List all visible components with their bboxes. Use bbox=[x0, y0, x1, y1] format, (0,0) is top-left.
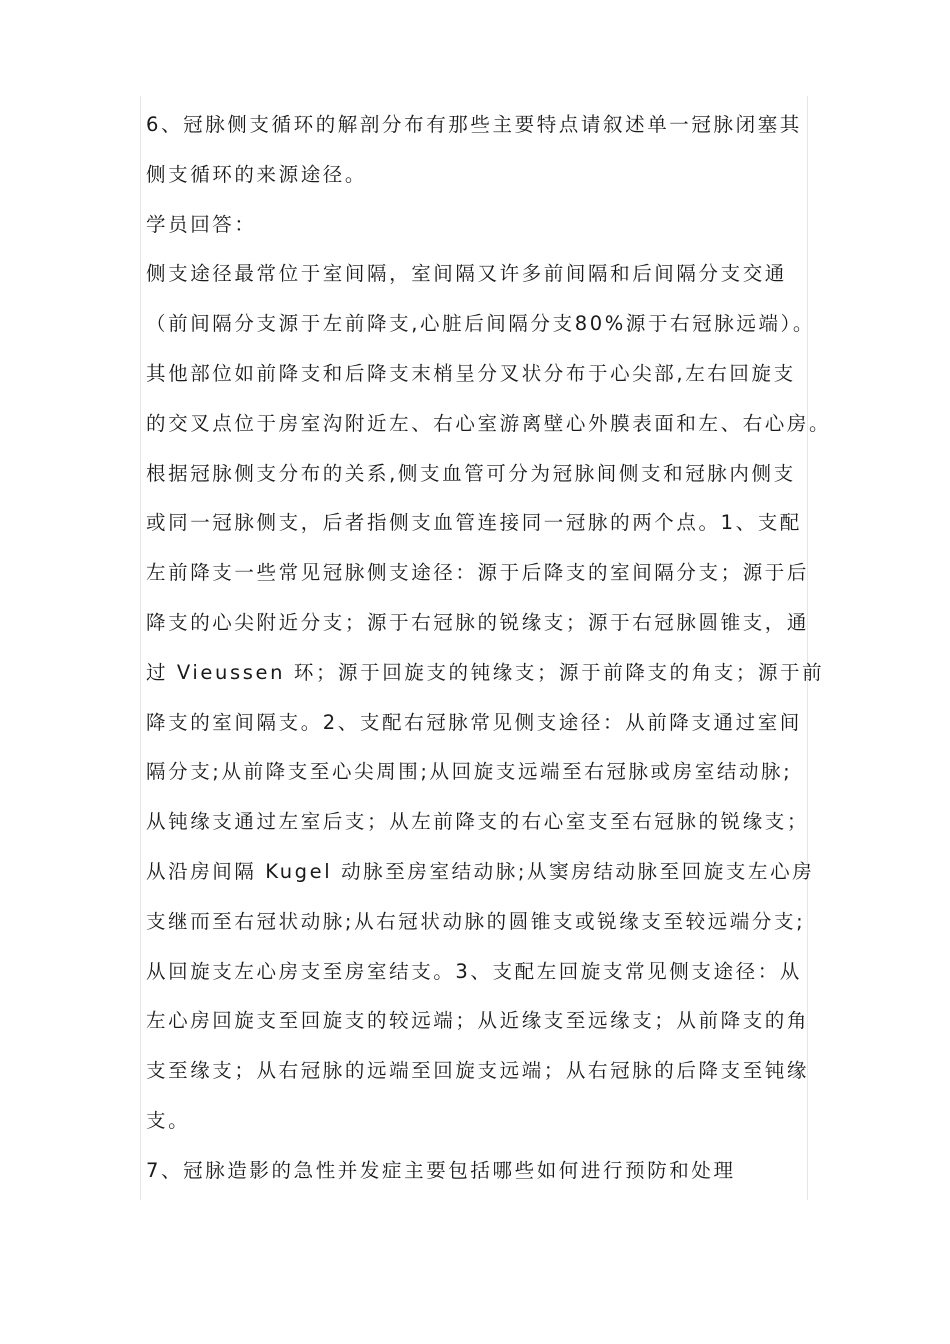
answer-line: 隔分支;从前降支至心尖周围;从回旋支远端至右冠脉或房室结动脉; bbox=[146, 760, 793, 784]
answer-line: 从回旋支左心房支至房室结支。3、支配左回旋支常见侧支途径：从 bbox=[146, 959, 802, 983]
answer-line: 降支的心尖附近分支；源于右冠脉的锐缘支；源于右冠脉圆锥支，通 bbox=[146, 610, 810, 634]
document-body bbox=[146, 100, 832, 1196]
answer-line: 支继而至右冠状动脉;从右冠状动脉的圆锥支或锐缘支至较远端分支; bbox=[146, 909, 806, 933]
question-6-line-2: 侧支循环的来源途径。 bbox=[146, 162, 368, 186]
answer-line: 根据冠脉侧支分布的关系,侧支血管可分为冠脉间侧支和冠脉内侧支 bbox=[146, 461, 796, 485]
answer-line: 支至缘支；从右冠脉的远端至回旋支远端；从右冠脉的后降支至钝缘 bbox=[146, 1059, 810, 1083]
question-6-line-1: 6、冠脉侧支循环的解剖分布有那些主要特点请叙述单一冠脉闭塞其 bbox=[146, 113, 802, 136]
answer-line: 从沿房间隔 Kugel 动脉至房室结动脉;从窦房结动脉至回旋支左心房 bbox=[146, 859, 815, 883]
answer-line: 过 Vieussen 环；源于回旋支的钝缘支；源于前降支的角支；源于前 bbox=[146, 660, 825, 684]
answer-line: 支。 bbox=[146, 1108, 191, 1132]
answer-line: （前间隔分支源于左前降支,心脏后间隔分支80%源于右冠脉远端）。 bbox=[146, 312, 815, 336]
answer-label: 学员回答： bbox=[146, 212, 257, 236]
answer-line: 其他部位如前降支和后降支末梢呈分叉状分布于心尖部,左右回旋支 bbox=[146, 361, 796, 385]
answer-line: 左前降支一些常见冠脉侧支途径：源于后降支的室间隔分支；源于后 bbox=[146, 561, 810, 585]
answer-line: 左心房回旋支至回旋支的较远端；从近缘支至远缘支；从前降支的角 bbox=[146, 1009, 810, 1033]
question-7-line: 7、冠脉造影的急性并发症主要包括哪些如何进行预防和处理 bbox=[146, 1158, 736, 1182]
answer-line: 或同一冠脉侧支，后者指侧支血管连接同一冠脉的两个点。1、支配 bbox=[146, 511, 802, 535]
answer-line: 从钝缘支通过左室后支；从左前降支的右心室支至右冠脉的锐缘支； bbox=[146, 810, 810, 834]
answer-line: 的交叉点位于房室沟附近左、右心室游离壁心外膜表面和左、右心房。 bbox=[146, 411, 832, 435]
answer-line: 降支的室间隔支。2、支配右冠脉常见侧支途径：从前降支通过室间 bbox=[146, 710, 802, 734]
answer-line: 侧支途径最常位于室间隔，室间隔又许多前间隔和后间隔分支交通 bbox=[146, 262, 787, 286]
